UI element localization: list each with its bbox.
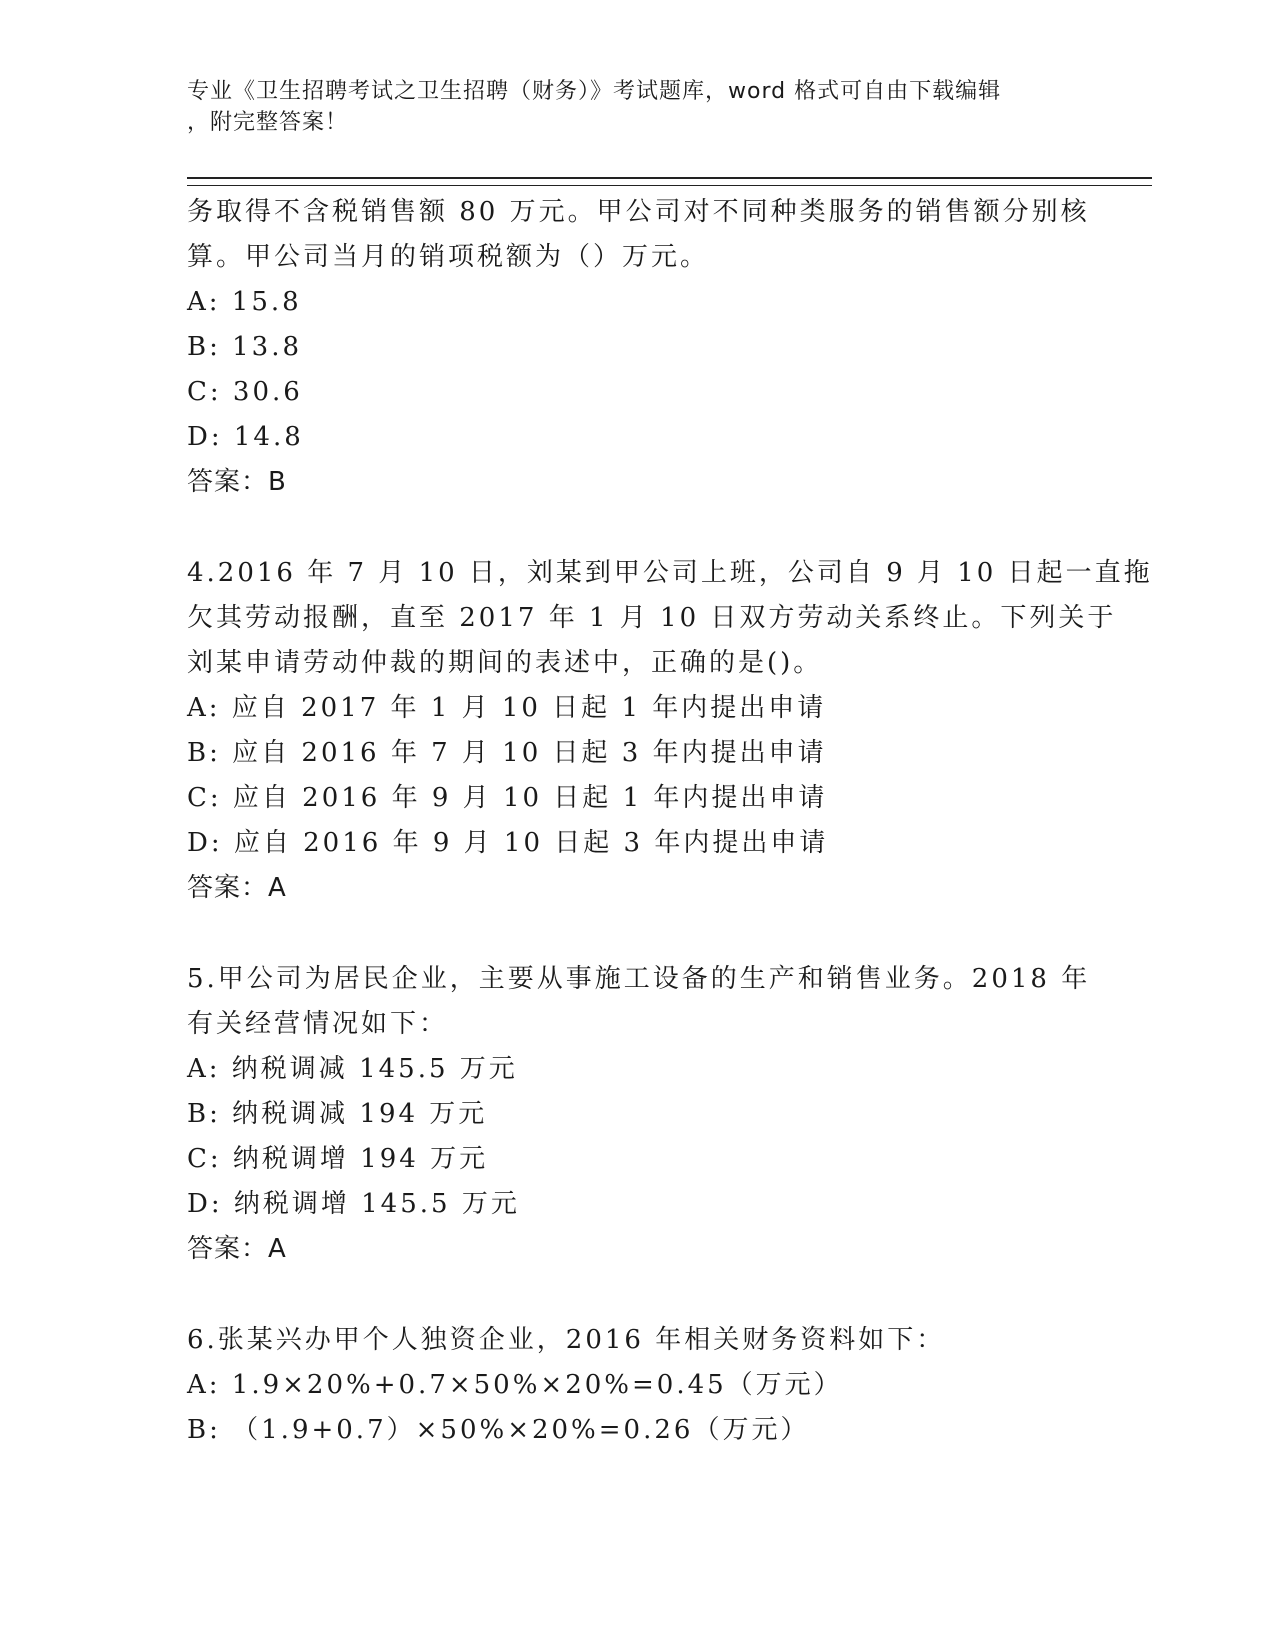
- question-4-option-b: B: 应自 2016 年 7 月 10 日起 3 年内提出申请: [187, 738, 827, 768]
- question-6-option-a: A: 1.9×20%+0.7×50%×20%=0.45（万元）: [187, 1370, 843, 1400]
- question-5-option-d: D: 纳税调增 145.5 万元: [187, 1189, 520, 1219]
- question-3-option-a: A: 15.8: [187, 287, 302, 317]
- question-5-option-b: B: 纳税调减 194 万元: [187, 1099, 488, 1129]
- page-header: [187, 76, 1067, 138]
- question-content: [187, 190, 1153, 1453]
- question-3-option-b: B: 13.8: [187, 332, 303, 362]
- question-3-stem-line-2: 算。甲公司当月的销项税额为（）万元。: [187, 242, 710, 272]
- question-3-stem-line-1: 务取得不含税销售额 80 万元。甲公司对不同种类服务的销售额分别核: [187, 197, 1090, 227]
- question-4-stem-line-3: 刘某申请劳动仲裁的期间的表述中，正确的是()。: [187, 648, 823, 678]
- question-4-option-d: D: 应自 2016 年 9 月 10 日起 3 年内提出申请: [187, 828, 829, 858]
- header-divider: [187, 177, 1152, 186]
- question-4: [187, 551, 1153, 911]
- question-3-option-c: C: 30.6: [187, 377, 303, 407]
- spacer: [187, 505, 1087, 551]
- question-5-stem-line-2: 有关经营情况如下：: [187, 1009, 449, 1039]
- question-4-option-c: C: 应自 2016 年 9 月 10 日起 1 年内提出申请: [187, 783, 828, 813]
- question-3-option-d: D: 14.8: [187, 422, 304, 452]
- question-6-stem-line-1: 6.张某兴办甲个人独资企业，2016 年相关财务资料如下：: [187, 1325, 946, 1355]
- question-5-stem-line-1: 5.甲公司为居民企业，主要从事施工设备的生产和销售业务。2018 年: [187, 964, 1091, 994]
- spacer: [187, 1272, 1087, 1318]
- question-5-option-c: C: 纳税调增 194 万元: [187, 1144, 489, 1174]
- question-5: [187, 957, 1091, 1272]
- question-3: [187, 190, 1090, 505]
- spacer: [187, 911, 1087, 957]
- question-3-answer: 答案：B: [187, 467, 287, 497]
- question-5-option-a: A: 纳税调减 145.5 万元: [187, 1054, 518, 1084]
- question-4-answer: 答案：A: [187, 873, 287, 903]
- question-4-option-a: A: 应自 2017 年 1 月 10 日起 1 年内提出申请: [187, 693, 827, 723]
- header-line-2: ，附完整答案！: [187, 110, 349, 135]
- question-6-option-b: B: （1.9+0.7）×50%×20%=0.26（万元）: [187, 1415, 810, 1445]
- question-5-answer: 答案：A: [187, 1234, 287, 1264]
- header-line-1: 专业《卫生招聘考试之卫生招聘（财务）》考试题库，word 格式可自由下载编辑: [187, 79, 1002, 104]
- question-6: [187, 1318, 1087, 1453]
- question-4-stem-line-1: 4.2016 年 7 月 10 日，刘某到甲公司上班，公司自 9 月 10 日起一直拖: [187, 558, 1153, 588]
- question-4-stem-line-2: 欠其劳动报酬，直至 2017 年 1 月 10 日双方劳动关系终止。下列关于: [187, 603, 1117, 633]
